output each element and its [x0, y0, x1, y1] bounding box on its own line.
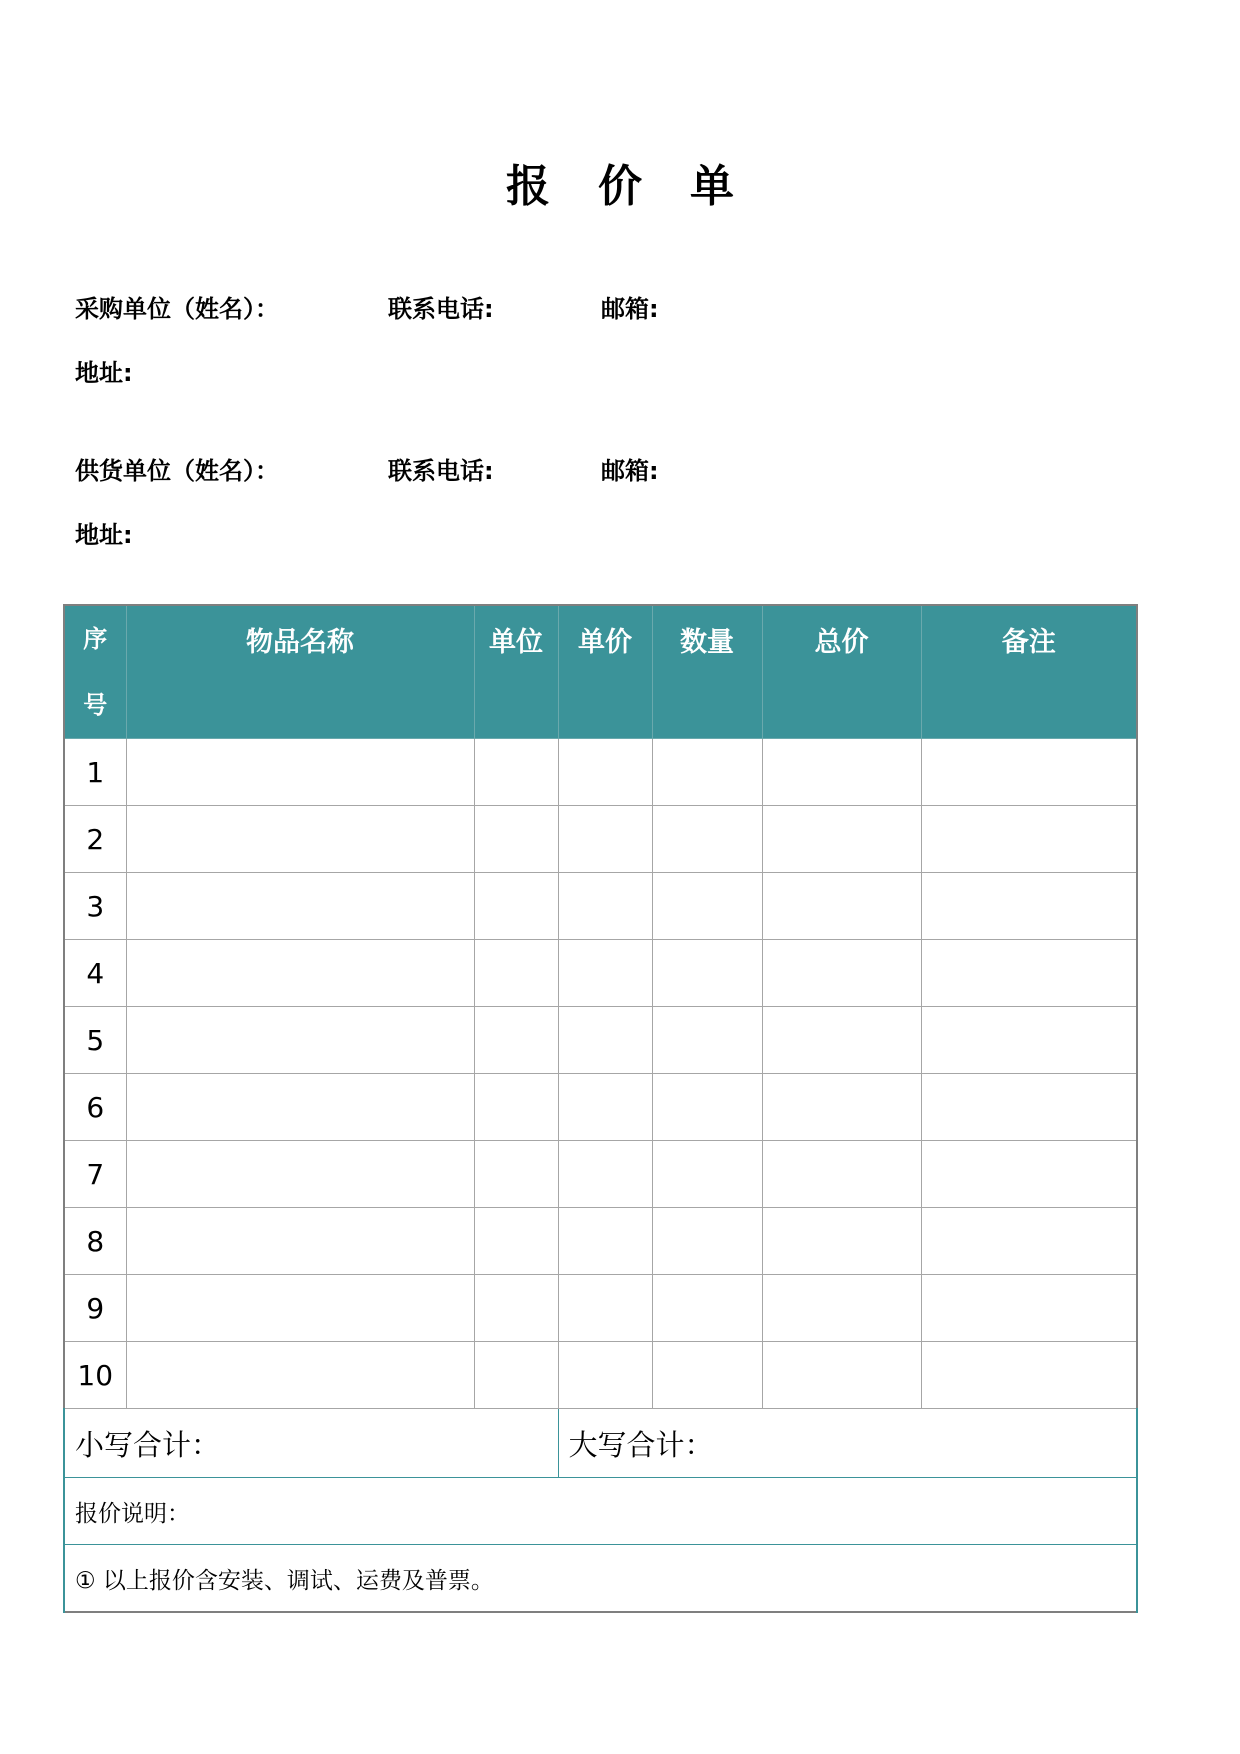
notes-label-row: [64, 1478, 1137, 1545]
cell-remarks[interactable]: [921, 1275, 1137, 1342]
cell-unit-price[interactable]: [558, 873, 652, 940]
cell-total-price[interactable]: [762, 873, 921, 940]
cell-item-name[interactable]: [126, 1208, 474, 1275]
cell-item-name[interactable]: [126, 1141, 474, 1208]
buyer-unit-label: 采购单位（姓名）：: [75, 295, 279, 323]
cell-quantity[interactable]: [652, 1342, 762, 1409]
page-title: [0, 150, 1240, 214]
notes-item: ① 以上报价含安装、调试、运费及普票。: [64, 1545, 1137, 1613]
cell-quantity[interactable]: [652, 1275, 762, 1342]
cell-remarks[interactable]: [921, 806, 1137, 873]
total-upper-label: 大写合计：: [558, 1409, 1137, 1478]
table-row: [64, 806, 1137, 873]
cell-unit-price[interactable]: [558, 940, 652, 1007]
row-seq-number: 3: [64, 873, 126, 940]
cell-remarks[interactable]: [921, 873, 1137, 940]
cell-remarks[interactable]: [921, 1141, 1137, 1208]
cell-unit[interactable]: [474, 1141, 558, 1208]
cell-unit-price[interactable]: [558, 1342, 652, 1409]
supplier-phone-label: 联系电话:: [388, 457, 494, 485]
cell-unit-price[interactable]: [558, 806, 652, 873]
cell-unit[interactable]: [474, 806, 558, 873]
cell-quantity[interactable]: [652, 739, 762, 806]
header-unit: 单位: [474, 605, 558, 739]
header-remarks: 备注: [921, 605, 1137, 739]
subtotal-label: 小写合计：: [64, 1409, 558, 1478]
table-row: [64, 873, 1137, 940]
cell-total-price[interactable]: [762, 940, 921, 1007]
cell-remarks[interactable]: [921, 1074, 1137, 1141]
cell-item-name[interactable]: [126, 1007, 474, 1074]
table-row: [64, 1007, 1137, 1074]
cell-quantity[interactable]: [652, 806, 762, 873]
cell-unit-price[interactable]: [558, 1074, 652, 1141]
buyer-email-label: 邮箱:: [601, 295, 659, 323]
cell-quantity[interactable]: [652, 873, 762, 940]
cell-unit-price[interactable]: [558, 1141, 652, 1208]
cell-unit[interactable]: [474, 1074, 558, 1141]
cell-item-name[interactable]: [126, 806, 474, 873]
header-total-price: 总价: [762, 605, 921, 739]
cell-total-price[interactable]: [762, 1342, 921, 1409]
cell-remarks[interactable]: [921, 1208, 1137, 1275]
cell-unit[interactable]: [474, 940, 558, 1007]
row-seq-number: 6: [64, 1074, 126, 1141]
cell-total-price[interactable]: [762, 1007, 921, 1074]
table-header-row: [64, 605, 1137, 739]
cell-total-price[interactable]: [762, 1275, 921, 1342]
row-seq-number: 2: [64, 806, 126, 873]
cell-unit[interactable]: [474, 1208, 558, 1275]
buyer-info-row: [75, 292, 1075, 326]
table-row: [64, 1208, 1137, 1275]
supplier-email-label: 邮箱:: [601, 457, 659, 485]
header-seq-line2: 号: [83, 691, 108, 719]
buyer-phone-label: 联系电话:: [388, 295, 494, 323]
cell-unit-price[interactable]: [558, 1275, 652, 1342]
table-row: [64, 1141, 1137, 1208]
table-row: [64, 739, 1137, 806]
header-unit-price: 单价: [558, 605, 652, 739]
row-seq-number: 1: [64, 739, 126, 806]
title-char-1: 报: [506, 161, 550, 212]
supplier-unit-label: 供货单位（姓名）：: [75, 457, 279, 485]
cell-unit[interactable]: [474, 1007, 558, 1074]
supplier-info-row: [75, 454, 1075, 488]
cell-item-name[interactable]: [126, 739, 474, 806]
notes-label: 报价说明：: [64, 1478, 1137, 1545]
title-char-2: 价: [598, 161, 642, 212]
cell-unit[interactable]: [474, 1342, 558, 1409]
cell-item-name[interactable]: [126, 1275, 474, 1342]
cell-quantity[interactable]: [652, 1074, 762, 1141]
table-row: [64, 940, 1137, 1007]
row-seq-number: 8: [64, 1208, 126, 1275]
cell-unit[interactable]: [474, 739, 558, 806]
cell-total-price[interactable]: [762, 1074, 921, 1141]
header-item-name: 物品名称: [126, 605, 474, 739]
cell-quantity[interactable]: [652, 1141, 762, 1208]
cell-quantity[interactable]: [652, 1007, 762, 1074]
cell-total-price[interactable]: [762, 1141, 921, 1208]
table-row: [64, 1074, 1137, 1141]
cell-total-price[interactable]: [762, 739, 921, 806]
supplier-address-label: 地址:: [75, 521, 133, 549]
cell-remarks[interactable]: [921, 739, 1137, 806]
row-seq-number: 10: [64, 1342, 126, 1409]
cell-total-price[interactable]: [762, 1208, 921, 1275]
header-quantity: 数量: [652, 605, 762, 739]
cell-item-name[interactable]: [126, 1342, 474, 1409]
cell-remarks[interactable]: [921, 1007, 1137, 1074]
row-seq-number: 7: [64, 1141, 126, 1208]
table-row: [64, 1342, 1137, 1409]
cell-quantity[interactable]: [652, 1208, 762, 1275]
cell-remarks[interactable]: [921, 940, 1137, 1007]
row-seq-number: 9: [64, 1275, 126, 1342]
cell-item-name[interactable]: [126, 1074, 474, 1141]
cell-item-name[interactable]: [126, 873, 474, 940]
cell-unit[interactable]: [474, 1275, 558, 1342]
row-seq-number: 5: [64, 1007, 126, 1074]
cell-item-name[interactable]: [126, 940, 474, 1007]
header-seq-line1: 序: [83, 625, 108, 653]
header-seq: [64, 605, 126, 739]
cell-unit[interactable]: [474, 873, 558, 940]
notes-item-row: [64, 1545, 1137, 1613]
quote-table: [63, 604, 1138, 1613]
cell-unit-price[interactable]: [558, 1208, 652, 1275]
totals-row: [64, 1409, 1137, 1478]
cell-remarks[interactable]: [921, 1342, 1137, 1409]
cell-total-price[interactable]: [762, 806, 921, 873]
cell-unit-price[interactable]: [558, 1007, 652, 1074]
cell-unit-price[interactable]: [558, 739, 652, 806]
title-char-3: 单: [690, 161, 734, 212]
cell-quantity[interactable]: [652, 940, 762, 1007]
row-seq-number: 4: [64, 940, 126, 1007]
buyer-address-label: 地址:: [75, 359, 133, 387]
table-row: [64, 1275, 1137, 1342]
